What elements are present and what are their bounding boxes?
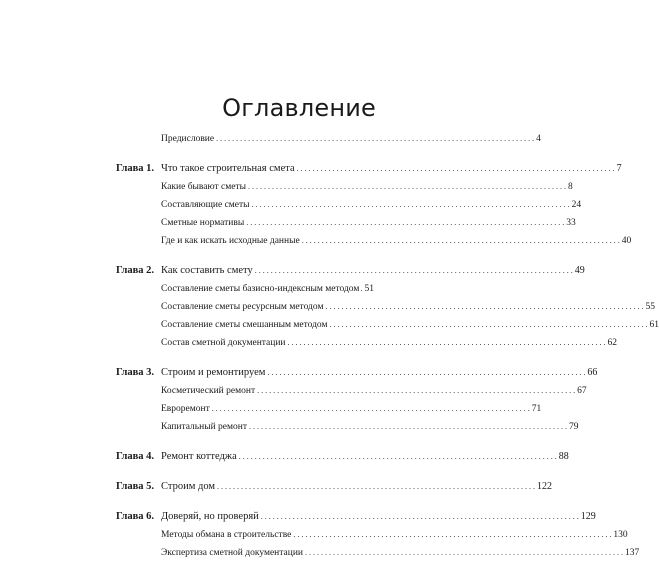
section-title: Сметные нормативы (161, 218, 245, 228)
toc-chapter (116, 448, 569, 466)
toc-section-row[interactable] (116, 178, 573, 196)
dot-leader (261, 508, 579, 526)
toc-preface[interactable] (116, 130, 541, 148)
chapter-title: Строим дом (161, 481, 216, 492)
chapter-title: Строим и ремонтируем (161, 367, 266, 378)
toc-section-row[interactable] (116, 418, 579, 436)
toc-chapter (116, 478, 553, 496)
section-title: Капитальный ремонт (161, 422, 248, 432)
chapter-title: Ремонт коттеджа (161, 451, 237, 462)
chapter-title: Доверяй, но проверяй (161, 511, 259, 522)
dot-leader (217, 478, 535, 496)
section-title: Где и как искать исходные данные (161, 236, 300, 246)
toc-chapter-row[interactable] (116, 508, 596, 526)
toc-page-number: 137 (625, 548, 640, 558)
toc-page-number: 61 (649, 320, 659, 330)
dot-leader (302, 232, 620, 250)
chapter-label: Глава 1. (116, 163, 155, 174)
toc-section-row[interactable] (116, 382, 587, 400)
toc-page-number: 49 (574, 265, 585, 276)
toc-page-number: 33 (566, 218, 576, 228)
dot-leader (248, 178, 566, 196)
toc-section-row[interactable] (116, 544, 640, 562)
chapter-label: Глава 3. (116, 367, 155, 378)
toc-section-row[interactable] (116, 316, 659, 334)
toc-section-row[interactable] (116, 526, 628, 544)
dot-leader (325, 298, 643, 316)
toc-page-number: 129 (580, 511, 596, 522)
dot-leader (246, 214, 564, 232)
dot-leader (257, 382, 575, 400)
toc-page-number: 66 (587, 367, 598, 378)
chapter-label: Глава 4. (116, 451, 155, 462)
toc-section-row[interactable] (116, 214, 576, 232)
toc-page-number: 79 (569, 422, 579, 432)
dot-leader (305, 544, 623, 562)
dot-leader (252, 196, 570, 214)
section-title: Составление сметы ресурсным методом (161, 302, 324, 312)
toc-section-row[interactable] (116, 400, 542, 418)
page-title: Оглавление (222, 94, 376, 122)
toc-page-number: 24 (571, 200, 582, 210)
section-title: Составление сметы смешанным методом (161, 320, 328, 330)
dot-leader (361, 280, 362, 298)
toc-chapter (116, 508, 640, 562)
section-title: Методы обмана в строительстве (161, 530, 292, 540)
table-of-contents (116, 130, 659, 562)
toc-section-row[interactable] (116, 298, 655, 316)
chapter-title: Что такое строительная смета (161, 163, 295, 174)
toc-page-number: 8 (568, 182, 573, 192)
dot-leader (212, 400, 530, 418)
toc-page-number: 62 (607, 338, 618, 348)
section-title: Состав сметной документации (161, 338, 286, 348)
toc-section-row[interactable] (116, 280, 374, 298)
chapter-label: Глава 6. (116, 511, 155, 522)
toc-chapter-row[interactable] (116, 448, 569, 466)
toc-page-number: 122 (537, 481, 553, 492)
toc-chapters (116, 160, 659, 562)
section-title: Евроремонт (161, 404, 210, 414)
toc-section-row[interactable] (116, 334, 618, 352)
toc-section-row[interactable] (116, 196, 582, 214)
toc-page-number: 7 (616, 163, 622, 174)
dot-leader (216, 130, 534, 148)
dot-leader (239, 448, 557, 466)
toc-page-number: 130 (613, 530, 628, 540)
section-title: Составление сметы базисно-индексным методом (161, 284, 360, 294)
dot-leader (249, 418, 567, 436)
toc-chapter (116, 364, 598, 436)
toc-page-number: 51 (364, 284, 374, 294)
dot-leader (297, 160, 615, 178)
section-title: Составляющие сметы (161, 200, 250, 210)
toc-section-row[interactable] (116, 232, 632, 250)
dot-leader (288, 334, 606, 352)
toc-chapter (116, 262, 659, 352)
toc-page-number: 67 (577, 386, 587, 396)
toc-preface-title: Предисловие (161, 134, 215, 144)
dot-leader (330, 316, 648, 334)
toc-chapter-row[interactable] (116, 262, 585, 280)
dot-leader (255, 262, 573, 280)
toc-page-number: 40 (621, 236, 632, 246)
section-title: Экспертиза сметной документации (161, 548, 303, 558)
toc-chapter (116, 160, 632, 250)
toc-chapter-row[interactable] (116, 364, 598, 382)
chapter-title: Как составить смету (161, 265, 253, 276)
section-title: Какие бывают сметы (161, 182, 246, 192)
dot-leader (267, 364, 585, 382)
toc-page-number: 88 (558, 451, 569, 462)
chapter-label: Глава 5. (116, 481, 155, 492)
dot-leader (293, 526, 611, 544)
toc-page-number: 71 (531, 404, 542, 414)
toc-page-number: 4 (536, 134, 541, 144)
section-title: Косметический ремонт (161, 386, 256, 396)
toc-chapter-row[interactable] (116, 160, 622, 178)
toc-page-number: 55 (645, 302, 655, 312)
chapter-label: Глава 2. (116, 265, 155, 276)
toc-chapter-row[interactable] (116, 478, 553, 496)
